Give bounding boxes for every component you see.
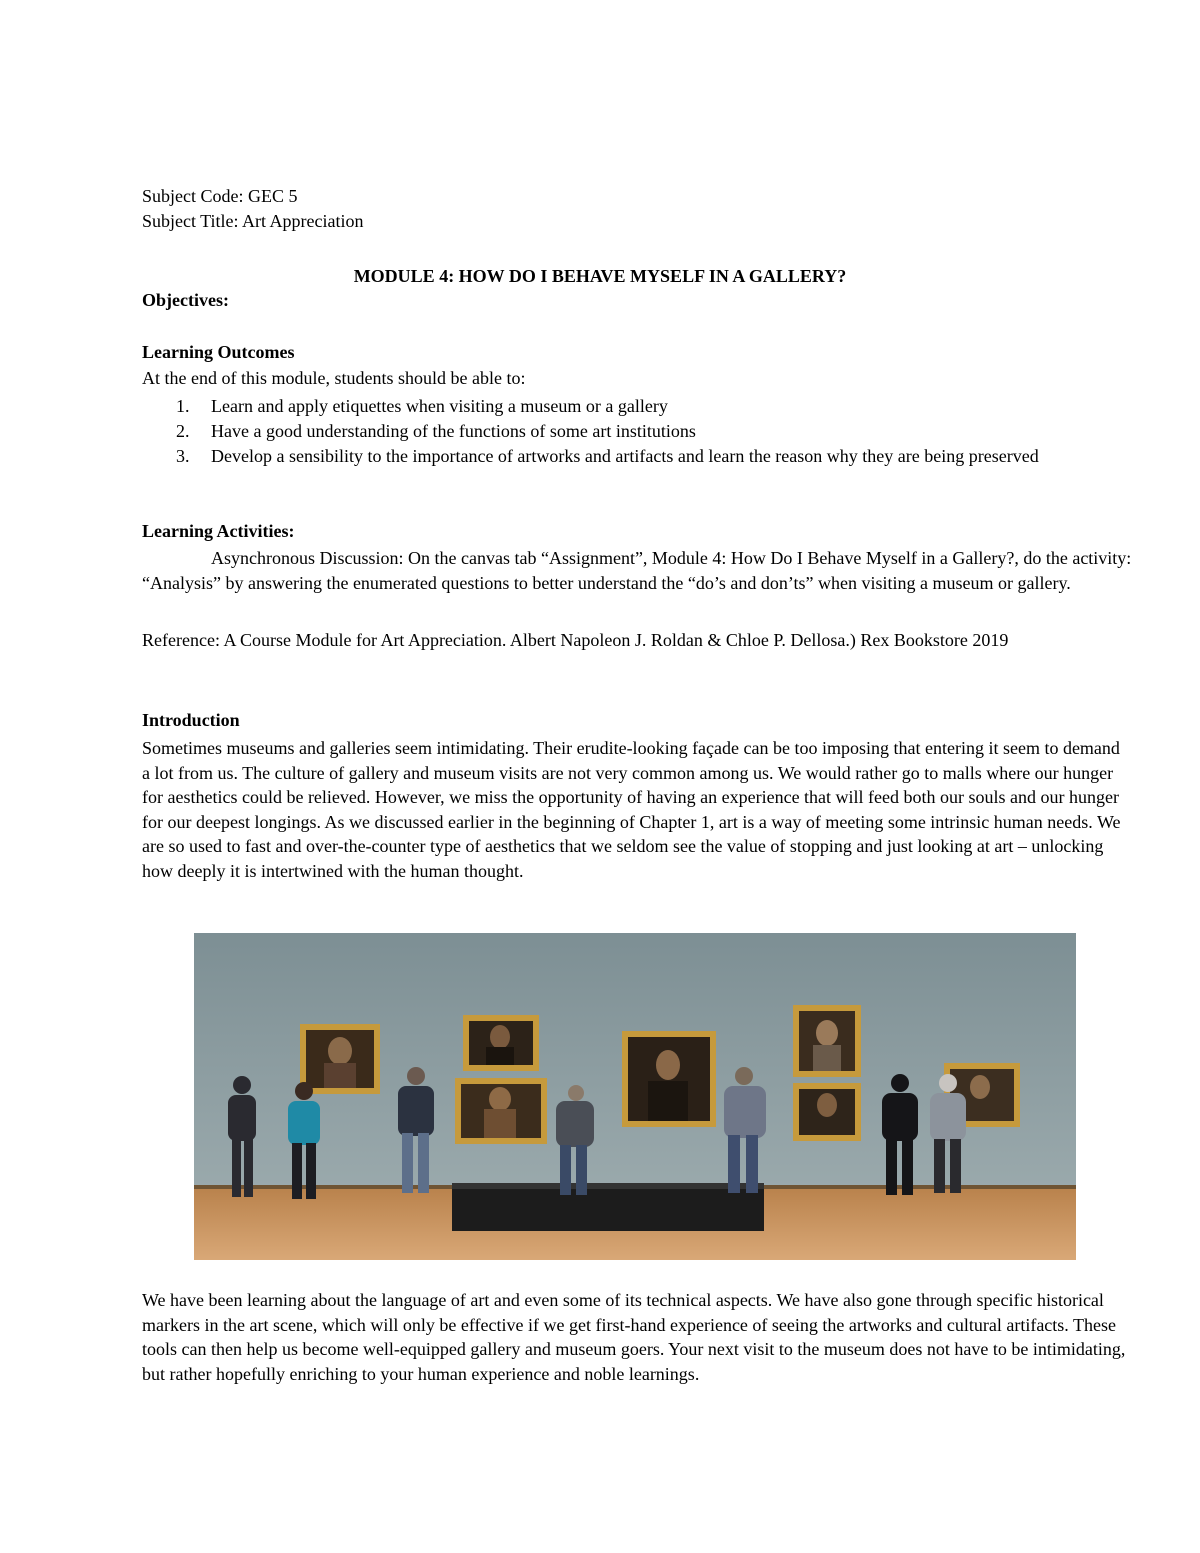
subject-code: Subject Code: GEC 5 bbox=[142, 186, 298, 206]
painting bbox=[455, 1078, 547, 1144]
list-item-number: 2. bbox=[176, 421, 190, 441]
objectives-heading: Objectives: bbox=[142, 290, 229, 310]
painting bbox=[300, 1024, 380, 1094]
subject-title: Subject Title: Art Appreciation bbox=[142, 211, 364, 231]
painting bbox=[622, 1031, 716, 1127]
painting bbox=[793, 1083, 861, 1141]
gallery-bench bbox=[452, 1183, 764, 1231]
introduction-heading: Introduction bbox=[142, 710, 240, 730]
gallery-photo bbox=[194, 933, 1076, 1260]
list-item: Have a good understanding of the functions of some art institutions bbox=[211, 421, 696, 441]
learning-activities-body: Asynchronous Discussion: On the canvas tab “Assignment”, Module 4: How Do I Behave Myself in a Gallery?, do the activity: “Analysis” by answering the enumerated questions to better understand the “do’s and don’ts” when visiting a museum or gallery. bbox=[142, 548, 1132, 593]
reference-text: Reference: A Course Module for Art Appreciation. Albert Napoleon J. Roldan & Chloe P. Dellosa.) Rex Bookstore 2019 bbox=[142, 630, 1009, 650]
gallery-illustration bbox=[194, 933, 1076, 1260]
painting bbox=[793, 1005, 861, 1077]
closing-paragraph: We have been learning about the language of art and even some of its technical aspects. We have also gone through specific historical markers in the art scene, which will only be effective if we get first-hand experience of seeing the artworks and cultural artifacts. These tools can then help us become well-equipped gallery and museum goers. Your next visit to the museum does not have to be intimidating, but rather hopefully enriching to your human experience and noble learnings. bbox=[142, 1290, 1126, 1384]
painting bbox=[463, 1015, 539, 1071]
list-item: Learn and apply etiquettes when visiting a museum or a gallery bbox=[211, 396, 668, 416]
list-item-number: 3. bbox=[176, 446, 190, 466]
module-title: MODULE 4: HOW DO I BEHAVE MYSELF IN A GALLERY? bbox=[353, 266, 847, 286]
list-item-number: 1. bbox=[176, 396, 190, 416]
learning-activities-heading: Learning Activities: bbox=[142, 521, 295, 541]
learning-outcomes-heading: Learning Outcomes bbox=[142, 342, 295, 362]
learning-outcomes-intro: At the end of this module, students should be able to: bbox=[142, 368, 526, 388]
introduction-body: Sometimes museums and galleries seem intimidating. Their erudite-looking façade can be too imposing that entering it seem to demand a lot from us. The culture of gallery and museum visits are not very common among us. We would rather go to malls where our hunger for aesthetics could be relieved. However, we miss the opportunity of having an experience that will feed both our souls and our hunger for our deepest longings. As we discussed earlier in the beginning of Chapter 1, art is a way of meeting some intrinsic human needs. We are so used to fast and over-the-counter type of aesthetics that we seldom see the value of stopping and just looking at art – unlocking how deeply it is intertwined with the human thought. bbox=[142, 738, 1121, 881]
list-item: Develop a sensibility to the importance of artworks and artifacts and learn the reason why they are being preserved bbox=[211, 446, 1039, 466]
